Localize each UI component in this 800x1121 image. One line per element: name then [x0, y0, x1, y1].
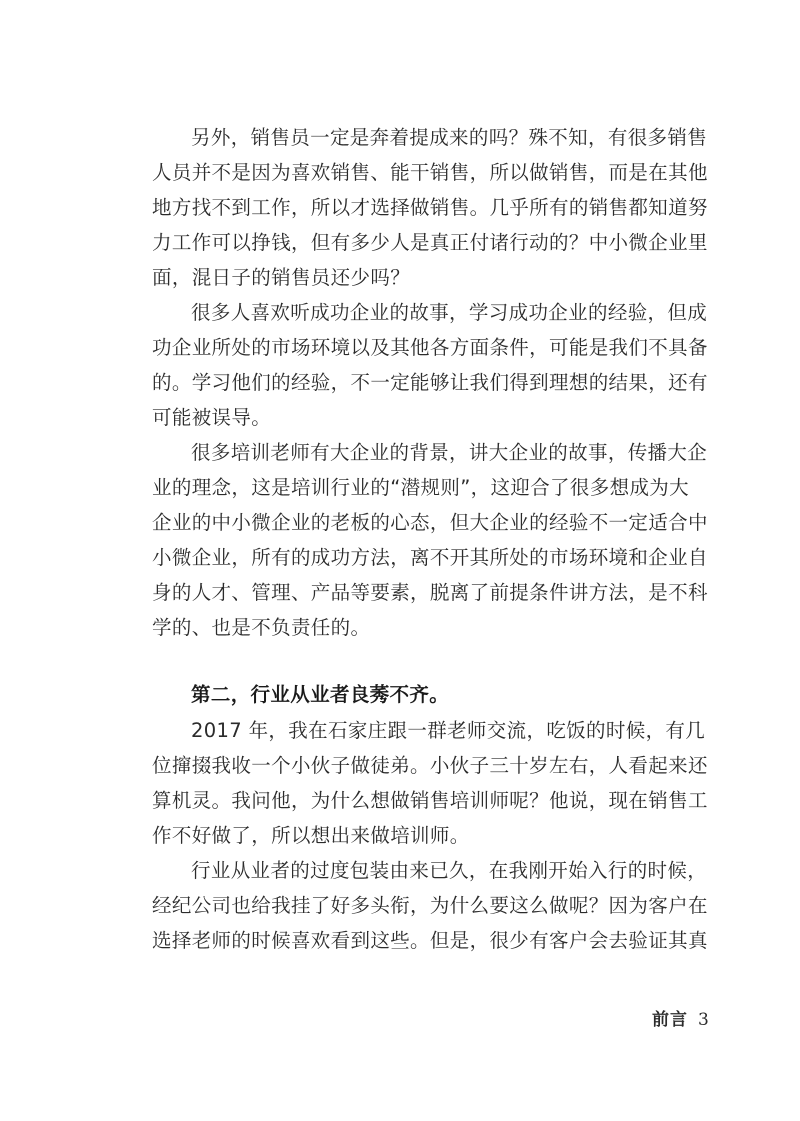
paragraph-1-line-3: 地方找不到工作，所以才选择做销售。几乎所有的销售都知道努 — [152, 196, 708, 219]
paragraph-3-line-2: 业的理念，这是培训行业的“潜规则”，这迎合了很多想成为大 — [152, 476, 690, 499]
paragraph-4-line-2: 位撺掇我收一个小伙子做徒弟。小伙子三十岁左右，人看起来还 — [152, 754, 708, 777]
paragraph-2-line-1: 很多人喜欢听成功企业的故事，学习成功企业的经验，但成 — [191, 301, 708, 324]
paragraph-2-line-2: 功企业所处的市场环境以及其他各方面条件，可能是我们不具备 — [152, 336, 708, 359]
paragraph-4-line-1: 2017 年，我在石家庄跟一群老师交流，吃饭的时候，有几 — [191, 719, 706, 742]
paragraph-3-line-4: 小微企业，所有的成功方法，离不开其所处的市场环境和企业自 — [152, 546, 708, 569]
paragraph-1-line-4: 力工作可以挣钱，但有多少人是真正付诸行动的？中小微企业里 — [152, 231, 708, 254]
paragraph-4-line-4: 作不好做了，所以想出来做培训师。 — [152, 824, 470, 847]
paragraph-1-line-1: 另外，销售员一定是奔着提成来的吗？殊不知，有很多销售 — [191, 126, 708, 149]
paragraph-5-line-2: 经纪公司也给我挂了好多头衔，为什么要这么做呢？因为客户在 — [152, 894, 708, 917]
paragraph-5-line-3: 选择老师的时候喜欢看到这些。但是，很少有客户会去验证其真 — [152, 929, 708, 952]
paragraph-1-line-5: 面，混日子的销售员还少吗？ — [152, 266, 411, 289]
paragraph-1-line-2: 人员并不是因为喜欢销售、能干销售，所以做销售，而是在其他 — [152, 161, 708, 184]
footer-section-label: 前言 — [652, 1010, 688, 1030]
paragraph-3-line-3: 企业的中小微企业的老板的心态，但大企业的经验不一定适合中 — [152, 511, 708, 534]
paragraph-4-line-3: 算机灵。我问他，为什么想做销售培训师呢？他说，现在销售工 — [152, 789, 708, 812]
page-number: 3 — [698, 1010, 709, 1030]
page-footer — [652, 1009, 709, 1031]
paragraph-3-line-6: 学的、也是不负责任的。 — [152, 616, 371, 639]
section-heading: 第二，行业从业者良莠不齐。 — [191, 683, 450, 706]
paragraph-3-line-1: 很多培训老师有大企业的背景，讲大企业的故事，传播大企 — [191, 441, 708, 464]
paragraph-2-line-4: 可能被误导。 — [152, 406, 272, 429]
paragraph-5-line-1: 行业从业者的过度包装由来已久，在我刚开始入行的时候， — [191, 859, 708, 882]
paragraph-3-line-5: 身的人才、管理、产品等要素，脱离了前提条件讲方法，是不科 — [152, 581, 708, 604]
paragraph-2-line-3: 的。学习他们的经验，不一定能够让我们得到理想的结果，还有 — [152, 371, 708, 394]
